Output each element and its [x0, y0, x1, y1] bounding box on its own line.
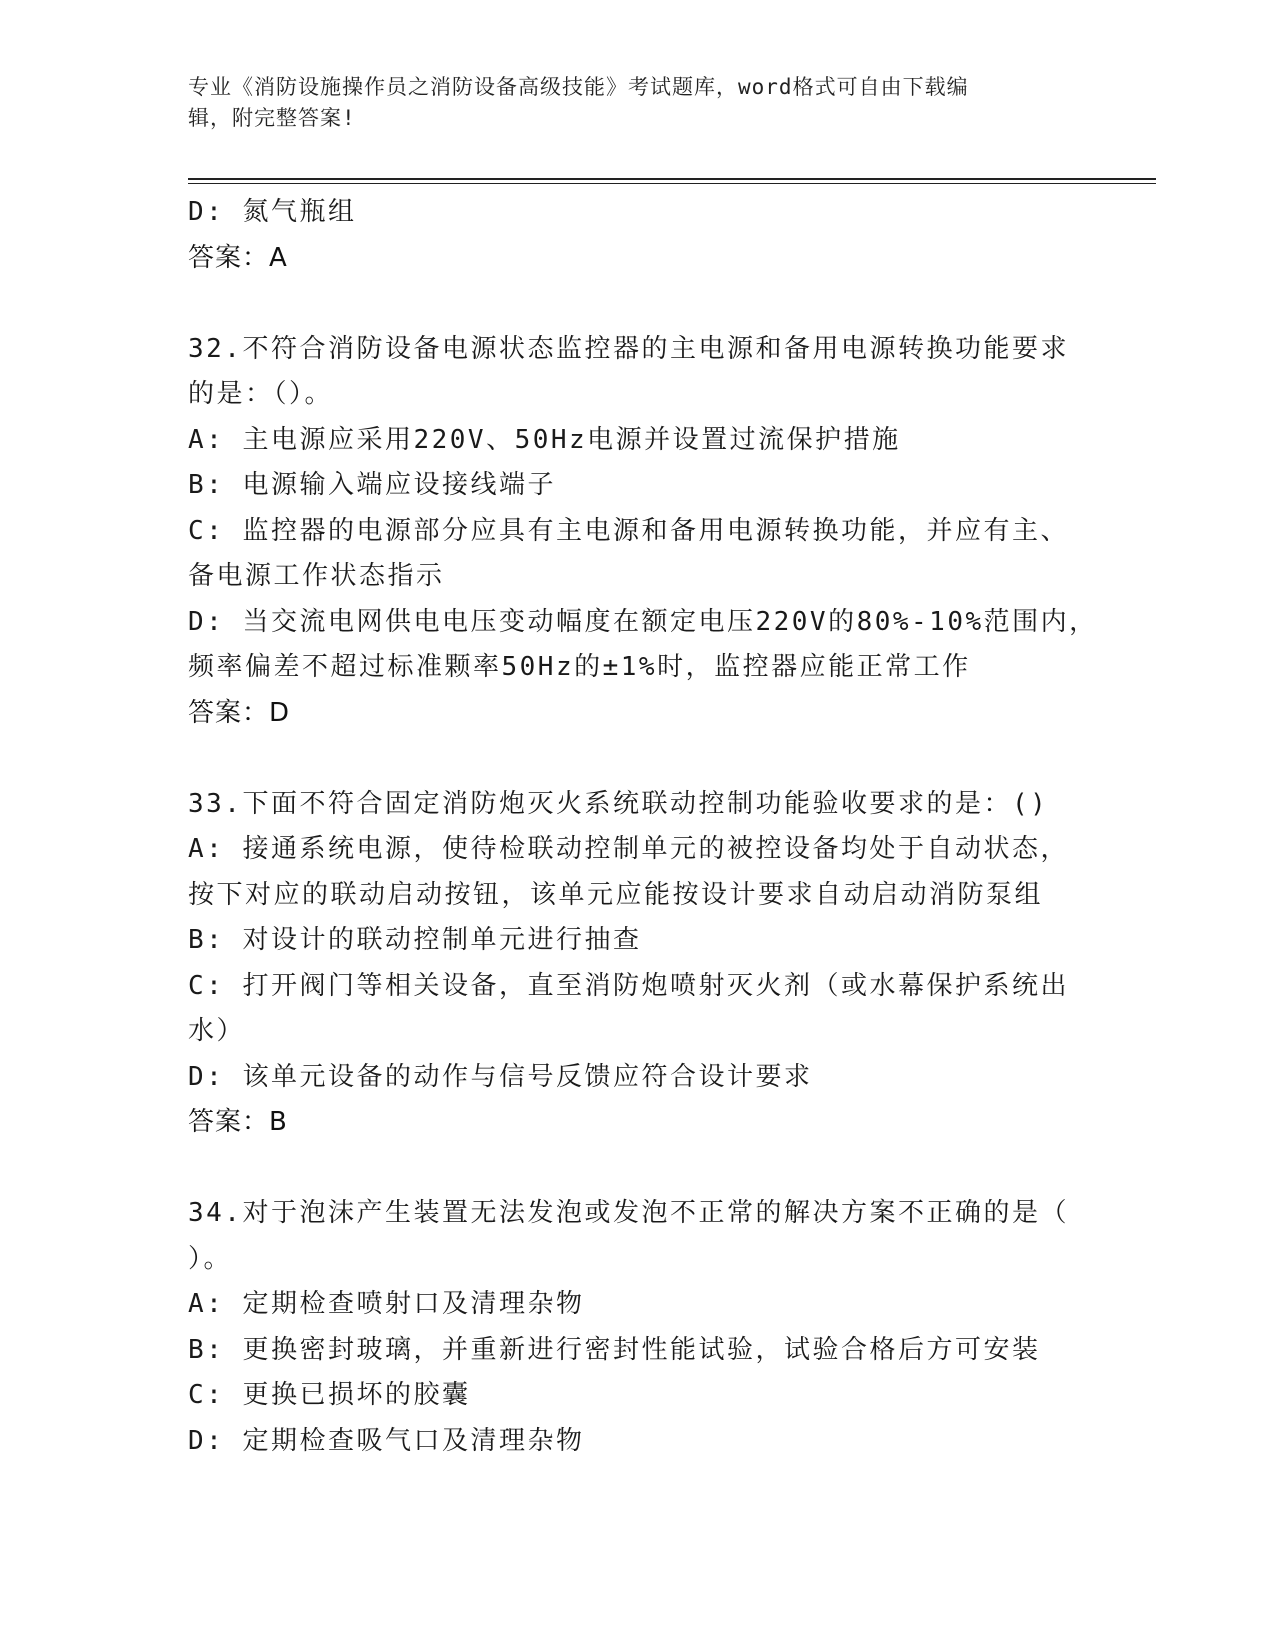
question-33 [188, 782, 1088, 1146]
option-b: B: 更换密封玻璃，并重新进行密封性能试验，试验合格后方可安装 [188, 1334, 1041, 1365]
header-rule-thin [188, 183, 1156, 184]
header-line-1: 专业《消防设施操作员之消防设备高级技能》考试题库，word格式可自由下载编 [188, 75, 969, 99]
option-a: A: 主电源应采用220V、50Hz电源并设置过流保护措施 [188, 424, 901, 455]
spacer [188, 1146, 1088, 1192]
question-34 [188, 1191, 1088, 1464]
option-d: D: 该单元设备的动作与信号反馈应符合设计要求 [188, 1061, 813, 1092]
option-d: 频率偏差不超过标准颗率50Hz的±1%时，监控器应能正常工作 [188, 652, 971, 682]
header-rule-thick [188, 178, 1156, 180]
question-stem: 的是：（）。 [188, 379, 334, 409]
option-b: B: 对设计的联动控制单元进行抽查 [188, 925, 642, 955]
option-c: 备电源工作状态指示 [188, 561, 445, 591]
spacer [188, 281, 1088, 327]
spacer [188, 736, 1088, 782]
answer-line: 答案：D [188, 697, 291, 728]
question-32 [188, 327, 1098, 737]
option-c: 水） [188, 1016, 246, 1046]
option-a: A: 接通系统电源，使待检联动控制单元的被控设备均处于自动状态， [188, 834, 1069, 864]
answer-line: 答案：B [188, 1107, 288, 1137]
question-stem: 33.下面不符合固定消防炮灭火系统联动控制功能验收要求的是：() [188, 788, 1049, 819]
option-d: D: 定期检查吸气口及清理杂物 [188, 1425, 585, 1456]
question-stem: 32.不符合消防设备电源状态监控器的主电源和备用电源转换功能要求 [188, 333, 1069, 364]
answer-line: 答案：A [188, 242, 288, 273]
option-d: D: 当交流电网供电电压变动幅度在额定电压220V的80%-10%范围内， [188, 606, 1098, 637]
previous-question-tail [188, 190, 1088, 281]
option-a: A: 定期检查喷射口及清理杂物 [188, 1289, 585, 1319]
option-d: D: 氮气瓶组 [188, 197, 357, 227]
page-header [188, 72, 1068, 134]
option-c: C: 打开阀门等相关设备，直至消防炮喷射灭火剂（或水幕保护系统出 [188, 970, 1069, 1001]
option-a: 按下对应的联动启动按钮，该单元应能按设计要求自动启动消防泵组 [188, 879, 1044, 910]
header-line-2: 辑，附完整答案! [188, 106, 356, 130]
question-stem: 34.对于泡沫产生装置无法发泡或发泡不正常的解决方案不正确的是（ [188, 1198, 1069, 1228]
question-list [188, 190, 1098, 1464]
option-c: C: 监控器的电源部分应具有主电源和备用电源转换功能，并应有主、 [188, 515, 1069, 546]
question-stem: ）。 [188, 1243, 233, 1274]
option-c: C: 更换已损坏的胶囊 [188, 1380, 471, 1410]
option-b: B: 电源输入端应设接线端子 [188, 470, 556, 500]
